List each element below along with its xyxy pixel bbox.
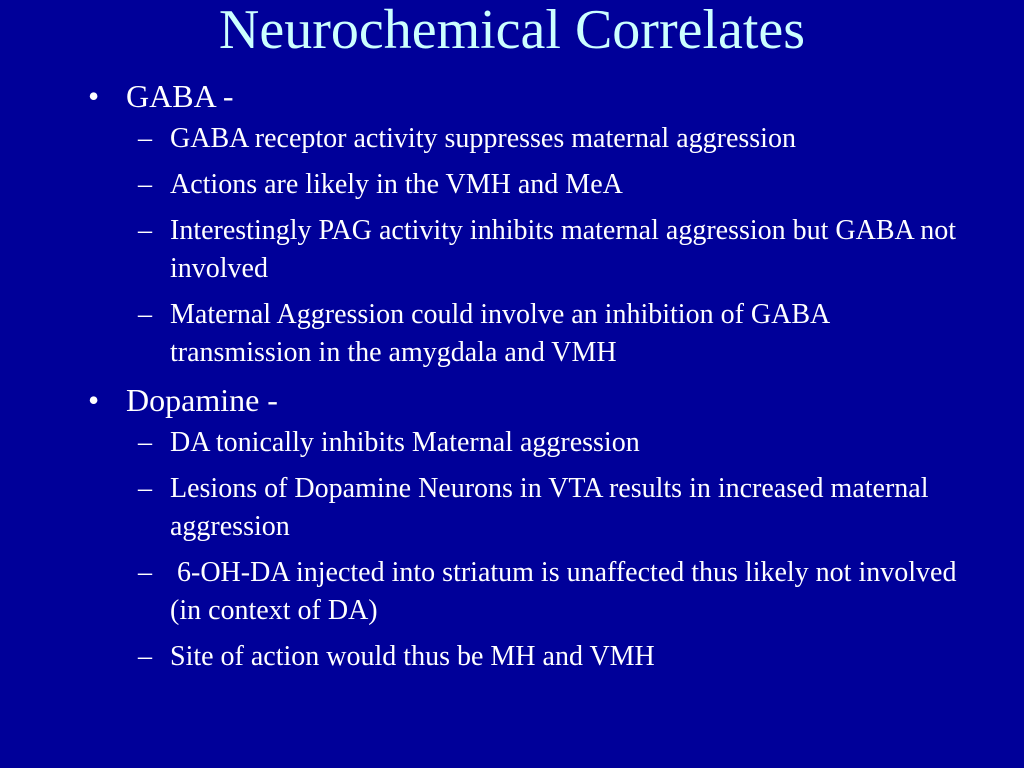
sub-item-text: Maternal Aggression could involve an inhibition of GABA transmission in the amygdala and VMH xyxy=(170,299,829,368)
sub-item xyxy=(84,470,970,546)
sub-item xyxy=(84,424,970,462)
bullet-gaba xyxy=(84,76,984,116)
dash-icon: – xyxy=(138,473,152,504)
sub-item-text: Actions are likely in the VMH and MeA xyxy=(170,169,623,200)
sub-item xyxy=(84,638,970,676)
sub-item-text: DA tonically inhibits Maternal aggression xyxy=(170,427,640,458)
dash-icon: – xyxy=(138,557,152,588)
sub-item xyxy=(84,212,970,288)
dash-icon: – xyxy=(138,123,152,154)
dash-icon: – xyxy=(138,299,152,330)
dash-icon: – xyxy=(138,215,152,246)
sub-item-text: 6-OH-DA injected into striatum is unaffected thus likely not involved (in context of DA) xyxy=(170,557,964,626)
slide-title: Neurochemical Correlates xyxy=(218,0,806,61)
sub-list-dopamine xyxy=(84,424,984,676)
bullet-dot-icon: • xyxy=(88,78,100,114)
bullet-dopamine xyxy=(84,380,984,420)
sub-item xyxy=(84,296,970,372)
bullet-heading-dopamine: Dopamine - xyxy=(126,382,278,418)
slide-content xyxy=(84,76,984,684)
dash-icon: – xyxy=(138,641,152,672)
bullet-heading-gaba: GABA - xyxy=(126,78,234,114)
sub-item-text: Lesions of Dopamine Neurons in VTA results in increased maternal aggression xyxy=(170,473,929,542)
dash-icon: – xyxy=(138,427,152,458)
sub-item-text: Site of action would thus be MH and VMH xyxy=(170,641,655,672)
bullet-dot-icon: • xyxy=(88,382,100,418)
sub-item xyxy=(84,120,970,158)
sub-item xyxy=(84,554,970,630)
sub-item-text: GABA receptor activity suppresses maternal aggression xyxy=(170,123,796,154)
sub-item xyxy=(84,166,970,204)
sub-list-gaba xyxy=(84,120,984,372)
dash-icon: – xyxy=(138,169,152,200)
sub-item-text: Interestingly PAG activity inhibits maternal aggression but GABA not involved xyxy=(170,215,956,284)
